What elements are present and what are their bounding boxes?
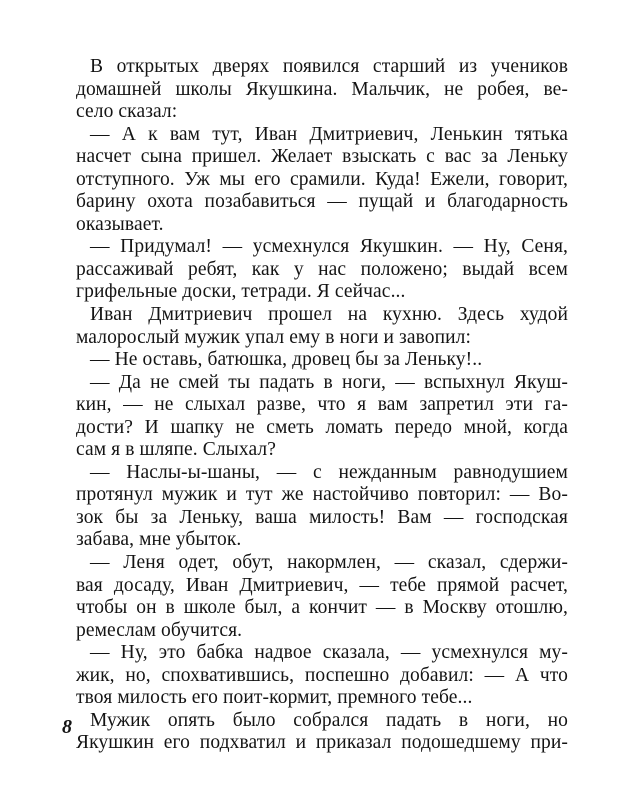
text-line: — Да не смей ты падать в ноги, — вспыхнул Якуш- xyxy=(90,371,568,393)
text-line: забава, мне убыток. xyxy=(76,529,242,551)
text-line: отступного. Уж мы его срамили. Куда! Ежели, говорит, xyxy=(76,168,568,190)
text-line: кин, — не слыхал разве, что я вам запретил эти га- xyxy=(76,394,568,416)
text-line: село сказал: xyxy=(76,101,178,123)
text-line: В открытых дверях появился старший из учеников xyxy=(90,56,568,77)
text-line: — Наслы-ы-шаны, — с нежданным равнодушием xyxy=(90,461,568,483)
text-line: сам я в шляпе. Слыхал? xyxy=(76,439,276,461)
text-line: Мужик опять было собрался падать в ноги, но xyxy=(90,709,568,731)
text-line: домашней школы Якушкина. Мальчик, не робея, ве- xyxy=(76,78,568,100)
text-line: — А к вам тут, Иван Дмитриевич, Ленькин тятька xyxy=(90,123,568,145)
text-line: оказывает. xyxy=(76,213,164,235)
text-line: дости? И шапку не сметь ломать передо мной, когда xyxy=(76,416,568,438)
text-line: грифельные доски, тетради. Я сейчас... xyxy=(76,281,406,303)
text-line: ремеслам обучится. xyxy=(76,619,243,641)
text-line: барину охота позабавиться — пущай и благодарность xyxy=(76,191,568,213)
text-line: протянул мужик и тут же настойчиво повторил: — Во- xyxy=(76,484,568,506)
text-line: — Не оставь, батюшка, дровец бы за Леньку!.. xyxy=(90,349,483,371)
text-line: вая досаду, Иван Дмитриевич, — тебе прямой расчет, xyxy=(76,574,568,596)
text-line: твоя милость его поит-кормит, премного тебе... xyxy=(76,687,473,709)
text-line: Иван Дмитриевич прошел на кухню. Здесь худой xyxy=(90,304,568,326)
page-number: 8 xyxy=(62,716,72,738)
text-line: Якушкин его подхватил и приказал подошедшему при- xyxy=(76,732,568,754)
text-line: чтобы он в школе был, а кончит — в Москву отошлю, xyxy=(76,597,568,619)
text-line: жик, но, спохватившись, поспешно добавил: — А что xyxy=(76,664,568,686)
text-line: зок бы за Леньку, ваша милость! Вам — господская xyxy=(76,506,568,528)
text-line: — Придумал! — усмехнулся Якушкин. — Ну, Сеня, xyxy=(90,236,568,258)
text-line: насчет сына пришел. Желает взыскать с вас за Леньку xyxy=(76,146,568,168)
text-line: рассаживай ребят, как у нас положено; выдай всем xyxy=(76,258,568,280)
text-line: — Леня одет, обут, накормлен, — сказал, сдержи- xyxy=(90,552,568,574)
body-text xyxy=(76,56,568,755)
text-line: — Ну, это бабка надвое сказала, — усмехнулся му- xyxy=(90,642,568,664)
text-line: малорослый мужик упал ему в ноги и завопил: xyxy=(76,326,472,348)
